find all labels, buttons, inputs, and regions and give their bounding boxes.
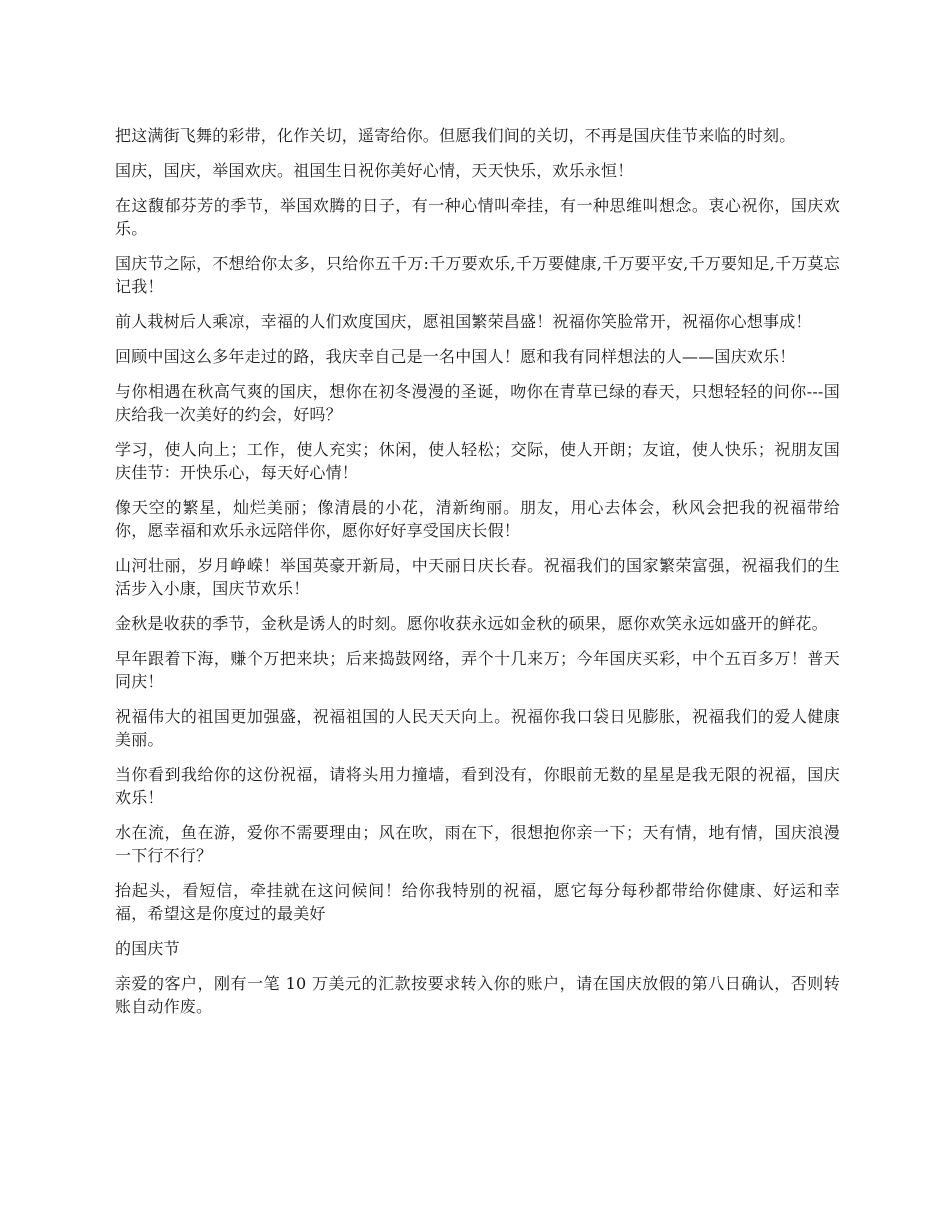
paragraph: 祝福伟大的祖国更加强盛，祝福祖国的人民天天向上。祝福你我口袋日见膨胀，祝福我们的爱人健康美丽。 — [115, 707, 840, 749]
paragraph: 国庆节之际，不想给你太多，只给你五千万:千万要欢乐,千万要健康,千万要平安,千万要知足,千万莫忘记我！ — [115, 254, 840, 296]
paragraph: 与你相遇在秋高气爽的国庆，想你在初冬漫漫的圣诞，吻你在青草已绿的春天，只想轻轻的问你---国庆给我一次美好的约会，好吗？ — [115, 382, 840, 424]
paragraph: 把这满街飞舞的彩带，化作关切，遥寄给你。但愿我们间的关切，不再是国庆佳节来临的时刻。 — [115, 126, 796, 145]
paragraph: 的国庆节 — [115, 939, 180, 958]
paragraph: 早年跟着下海，赚个万把来块；后来捣鼓网络，弄个十几来万；今年国庆买彩，中个五百多万！普天同庆！ — [115, 649, 840, 691]
paragraph: 抬起头，看短信，牵挂就在这问候间！给你我特别的祝福，愿它每分每秒都带给你健康、好运和幸福，希望这是你度过的最美好 — [115, 881, 840, 923]
paragraph: 像天空的繁星，灿烂美丽；像清晨的小花，清新绚丽。朋友，用心去体会，秋风会把我的祝福带给你，愿幸福和欢乐永远陪伴你，愿你好好享受国庆长假！ — [115, 498, 840, 540]
paragraph: 回顾中国这么多年走过的路，我庆幸自己是一名中国人！愿和我有同样想法的人——国庆欢乐！ — [115, 347, 796, 366]
paragraph: 学习，使人向上；工作，使人充实；休闲，使人轻松；交际，使人开朗；友谊，使人快乐；祝朋友国庆佳节：开快乐心，每天好心情！ — [115, 440, 840, 482]
paragraph: 国庆，国庆，举国欢庆。祖国生日祝你美好心情，天天快乐，欢乐永恒！ — [115, 161, 634, 180]
paragraph: 前人栽树后人乘凉，幸福的人们欢度国庆，愿祖国繁荣昌盛！祝福你笑脸常开，祝福你心想事成！ — [115, 312, 812, 331]
paragraph: 在这馥郁芬芳的季节，举国欢腾的日子，有一种心情叫牵挂，有一种思维叫想念。衷心祝你，国庆欢乐。 — [115, 196, 840, 238]
paragraph: 当你看到我给你的这份祝福，请将头用力撞墙，看到没有，你眼前无数的星星是我无限的祝福，国庆欢乐！ — [115, 765, 840, 807]
paragraph: 亲爱的客户，刚有一笔 10 万美元的汇款按要求转入你的账户，请在国庆放假的第八日确认，否则转账自动作废。 — [115, 974, 840, 1016]
paragraph: 金秋是收获的季节，金秋是诱人的时刻。愿你收获永远如金秋的硕果，愿你欢笑永远如盛开的鲜花。 — [115, 614, 828, 633]
paragraph: 水在流，鱼在游，爱你不需要理由；风在吹，雨在下，很想抱你亲一下；天有情，地有情，国庆浪漫一下行不行？ — [115, 823, 840, 865]
paragraph: 山河壮丽，岁月峥嵘！举国英豪开新局，中天丽日庆长春。祝福我们的国家繁荣富强，祝福我们的生活步入小康，国庆节欢乐！ — [115, 556, 840, 598]
document-body — [115, 124, 840, 1030]
